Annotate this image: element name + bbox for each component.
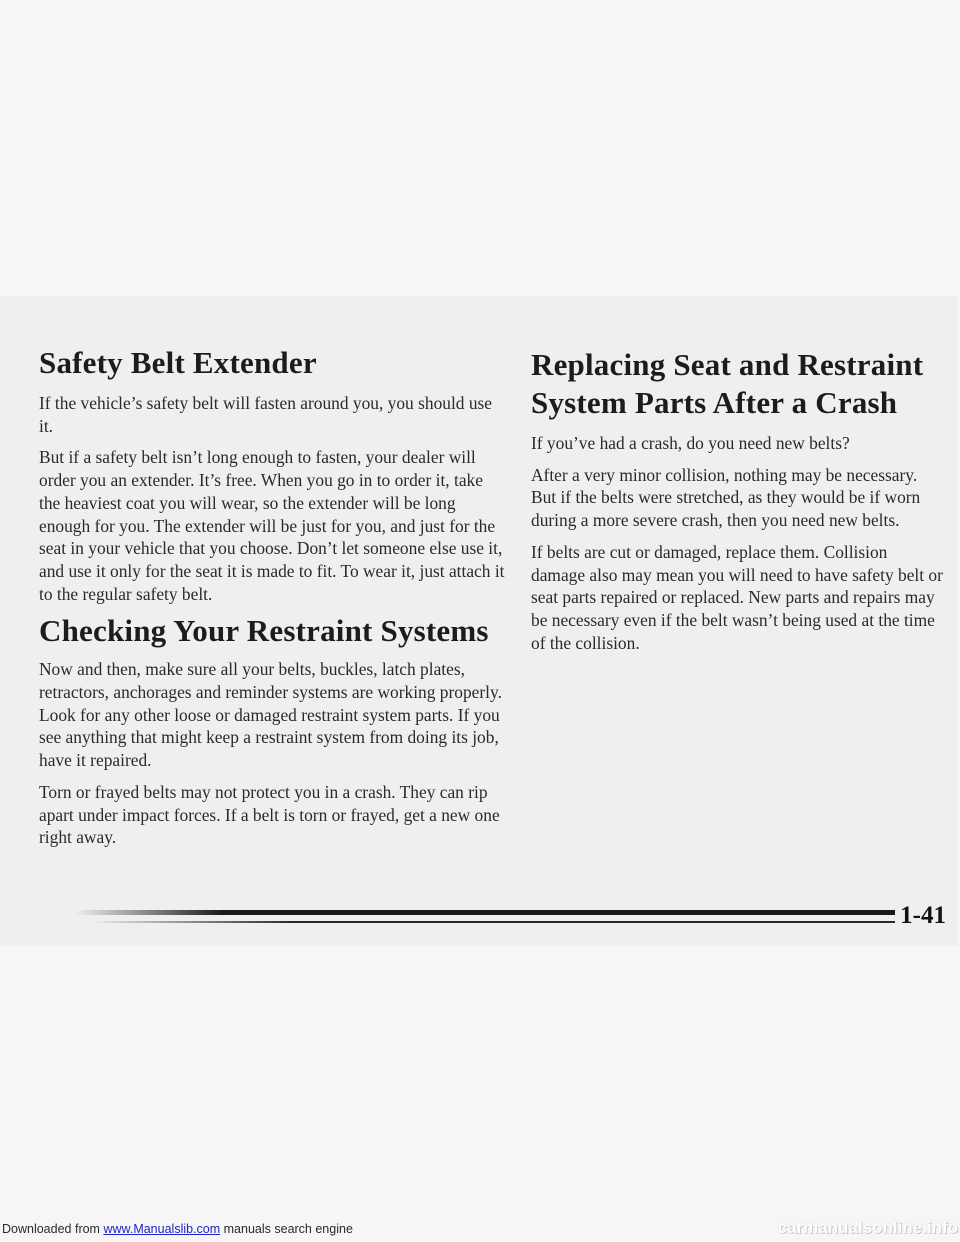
paragraph: Torn or frayed belts may not protect you in a crash. They can rip apart under impact forces. If a belt is torn or frayed, get a new one right away. <box>39 781 500 848</box>
paragraph: Now and then, make sure all your belts, buckles, latch plates, retractors, anchorages and reminder systems are working properly. Look for any other loose or damaged restraint system parts. If you see anything that might keep a restraint system from doing its job, have it repaired. <box>39 659 502 771</box>
paragraph: After a very minor collision, nothing may be necessary. But if the belts were stretched, as they would be if worn during a more severe crash, then you need new belts. <box>531 464 921 531</box>
footer-prefix: Downloaded from <box>2 1222 100 1236</box>
download-footer <box>2 1222 353 1236</box>
section-heading-replacing-parts: Replacing Seat and Restraint System Parts After a Crash <box>531 347 924 420</box>
paragraph: If the vehicle’s safety belt will fasten around you, you should use it. <box>39 393 493 436</box>
left-column <box>39 346 507 858</box>
watermark: carmanualsonline.info <box>777 1218 958 1237</box>
page-footer-rule <box>0 896 960 936</box>
page-number: 1-41 <box>900 902 946 929</box>
section-heading-safety-belt-extender: Safety Belt Extender <box>39 345 317 380</box>
section-heading-checking-restraint-systems: Checking Your Restraint Systems <box>39 613 489 649</box>
paragraph: If you’ve had a crash, do you need new belts? <box>531 433 850 453</box>
rule-thin <box>90 921 895 923</box>
footer-suffix: manuals search engine <box>220 1222 353 1236</box>
paragraph: But if a safety belt isn’t long enough to fasten, your dealer will order you an extender. It’s free. When you go in to order it, take the heaviest coat you will wear, so the extender will be long enough for you. The extender will be just for you, and just for the seat in your vehicle that you choose. Don’t let someone else use it, and use it only for the seat it is made to fit. To wear it, just attach it to the regular safety belt. <box>39 447 505 604</box>
manualslib-link[interactable]: www.Manualslib.com <box>103 1222 221 1236</box>
right-column <box>531 346 943 663</box>
rule-thick <box>75 910 895 915</box>
paragraph: If belts are cut or damaged, replace them. Collision damage also may mean you will need to have safety belt or seat parts repaired or replaced. New parts and repairs may be necessary even if the belt wasn’t being used at the time of the collision. <box>531 541 943 653</box>
